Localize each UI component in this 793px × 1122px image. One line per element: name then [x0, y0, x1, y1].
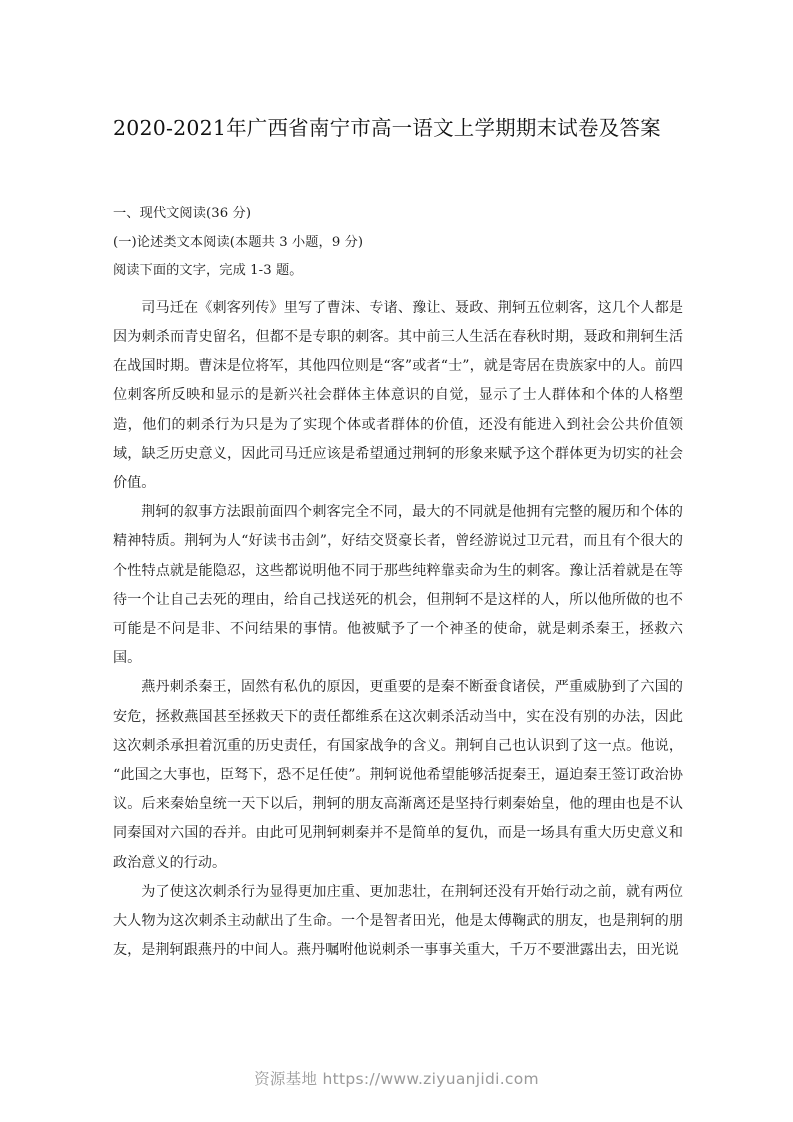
document-title: 2020-2021年广西省南宁市高一语文上学期期末试卷及答案: [113, 115, 661, 140]
body-paragraph-1: 司马迁在《刺客列传》里写了曹沫、专诸、豫让、聂政、荆轲五位刺客，这几个人都是因为刺杀而青史留名，但都不是专职的刺客。其中前三人生活在春秋时期，聂政和荆轲生活在战国时期。曹沫是位将军，其他四位则是“客”或者“士”，就是寄居在贵族家中的人。前四位刺客所反映和显示的是新兴社会群体主体意识的自觉，显示了士人群体和个体的人格塑造，他们的刺杀行为只是为了实现个体或者群体的价值，还没有能进入到社会公共价值领域，缺乏历史意义，因此司马迁应该是希望通过荆轲的形象来赋予这个群体更为切实的社会价值。: [113, 299, 683, 491]
watermark-url: https://www.ziyuanjidi.com: [317, 1070, 539, 1088]
body-paragraph-2: 荆轲的叙事方法跟前面四个刺客完全不同，最大的不同就是他拥有完整的履历和个体的精神特质。荆轲为人“好读书击剑”，好结交贤豪长者，曾经游说过卫元君，而且有个很大的个性特点就是能隐忍，这些都说明他不同于那些纯粹靠卖命为生的刺客。豫让活着就是在等待一个让自己去死的理由，给自己找送死的机会，但荆轲不是这样的人，所以他所做的也不可能是不问是非、不问结果的事情。他被赋予了一个神圣的使命，就是刺杀秦王，拯救六国。: [113, 504, 683, 667]
subsection-heading-argumentative-text: (一)论述类文本阅读(本题共 3 小题，9 分): [113, 234, 364, 250]
heading-body-spacer: [113, 286, 683, 294]
document-body: [113, 200, 683, 965]
instruction-line: 阅读下面的文字，完成 1-3 题。: [113, 263, 303, 279]
section-heading-modern-reading: 一、现代文阅读(36 分): [113, 206, 252, 221]
footer-watermark: [0, 1068, 793, 1090]
body-paragraph-3: 燕丹刺杀秦王，固然有私仇的原因，更重要的是秦不断蚕食诸侯，严重威胁到了六国的安危，拯救燕国甚至拯救天下的责任都维系在这次刺杀活动当中，实在没有别的办法，因此这次刺杀承担着沉重的历史责任，有国家战争的含义。荆轲自己也认识到了这一点。他说，“此国之大事也，臣驽下，恐不足任使”。荆轲说他希望能够活捉秦王，逼迫秦王签订政治协议。后来秦始皇统一天下以后，荆轲的朋友高渐离还是坚持行刺秦始皇，他的理由也是不认同秦国对六国的吞并。由此可见荆轲刺秦并不是简单的复仇，而是一场具有重大历史意义和政治意义的行动。: [113, 679, 683, 871]
body-paragraph-4: 为了使这次刺杀行为显得更加庄重、更加悲壮，在荆轲还没有开始行动之前，就有两位大人物为这次刺杀主动献出了生命。一个是智者田光，他是太傅鞠武的朋友，也是荆轲的朋友，是荆轲跟燕丹的中间人。燕丹嘱咐他说刺杀一事事关重大，千万不要泄露出去，田光说: [113, 883, 683, 959]
watermark-label: 资源基地: [254, 1070, 318, 1088]
